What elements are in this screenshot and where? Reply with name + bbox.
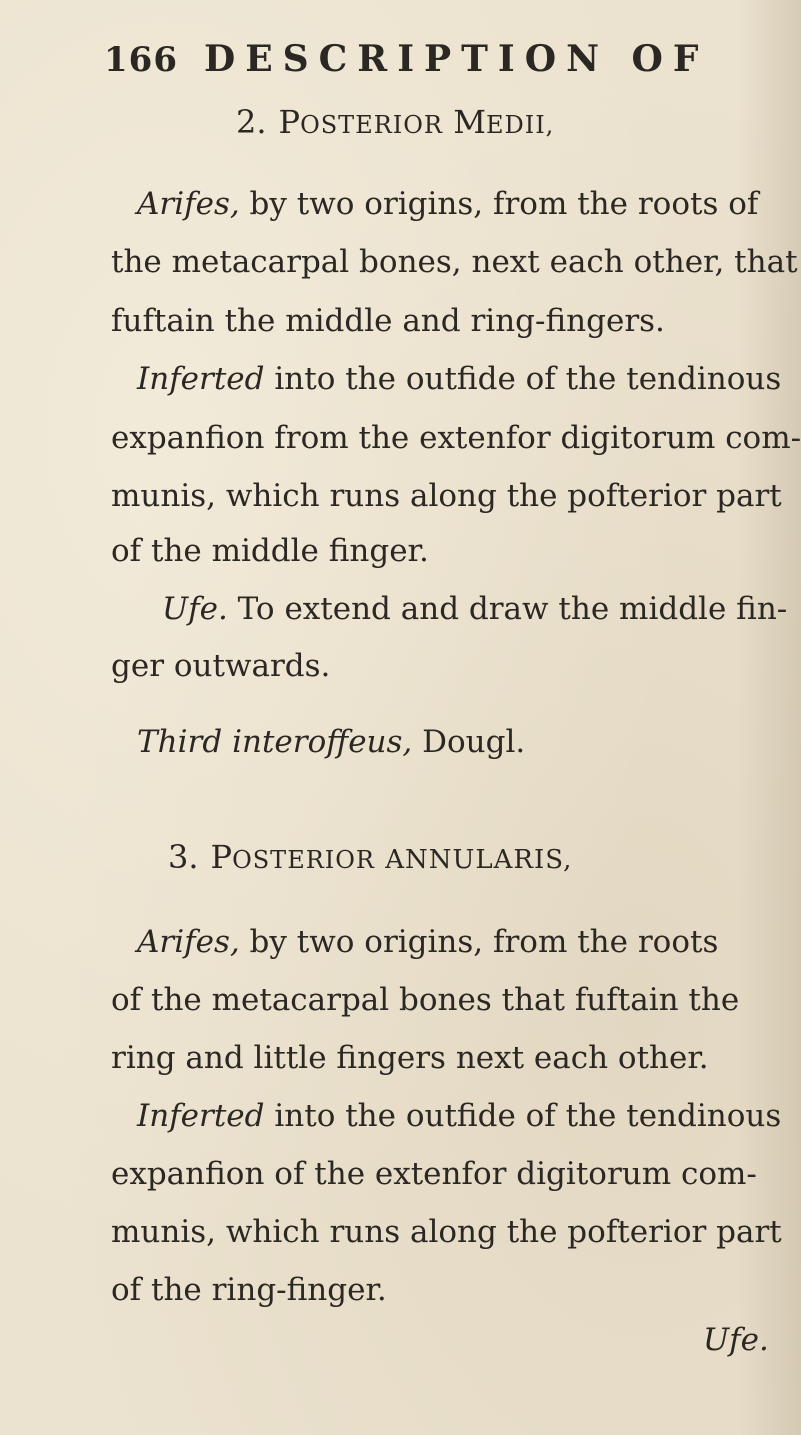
section-2-line-3-text: fuftain the middle and ring-fingers. [111, 303, 665, 339]
section-2-line-5-text: expanfion from the extenfor digitorum com- [111, 420, 801, 456]
section-3-title-word-2: ANNULARIS, [385, 845, 573, 875]
section-3-title-cap-1: P [210, 838, 233, 876]
section-3-line-6-text: munis, which runs along the pofterior part [111, 1214, 782, 1250]
running-head [104, 38, 708, 80]
section-2-line-5 [111, 418, 801, 458]
synonym-line [137, 724, 525, 760]
section-3-line-3 [111, 1038, 709, 1078]
running-title: DESCRIPTION OF [203, 38, 709, 80]
section-3-line-4-italic: Inferted [137, 1098, 265, 1134]
section-2-line-3 [111, 301, 665, 341]
section-3-title [168, 838, 572, 876]
section-2-line-2-text: the metacarpal bones, next each other, that [111, 244, 798, 280]
synonym-author: Dougl. [412, 724, 526, 760]
section-2-line-1 [137, 184, 758, 224]
section-2-number: 2. [236, 103, 267, 141]
section-2-title-word-1: OSTERIOR [300, 111, 444, 139]
section-3-line-2-text: of the metacarpal bones that fuftain the [111, 982, 740, 1018]
section-2-line-6-text: munis, which runs along the pofterior part [111, 478, 782, 514]
section-3-line-1-text: by two origins, from the roots [239, 924, 719, 960]
section-2-title [236, 103, 554, 141]
section-3-line-4-text: into the outfide of the tendinous [264, 1098, 782, 1134]
section-3-line-6 [111, 1212, 782, 1252]
section-2-title-word-2: EDII, [485, 111, 555, 139]
section-3-line-5 [111, 1154, 757, 1194]
section-2-line-1-text: by two origins, from the roots of [239, 186, 759, 222]
section-2-line-1-italic: Arifes, [137, 186, 240, 222]
section-2-title-cap-2: M [453, 103, 486, 141]
section-3-line-3-text: ring and little fingers next each other. [111, 1040, 709, 1076]
section-2-line-2 [111, 242, 798, 282]
section-3-line-7-text: of the ring-finger. [111, 1272, 387, 1308]
section-2-title-cap-1: P [278, 103, 301, 141]
section-2-line-6 [111, 476, 782, 516]
section-3-line-5-text: expanfion of the extenfor digitorum com- [111, 1156, 757, 1192]
section-3-line-1-italic: Arifes, [137, 924, 240, 960]
synonym-italic: Third interoffeus, [137, 724, 413, 760]
section-2-line-4-text: into the outfide of the tendinous [264, 361, 782, 397]
section-2-line-8-italic: Ufe. [162, 591, 228, 627]
section-2-line-7-text: of the middle finger. [111, 533, 429, 569]
section-2-line-9 [111, 646, 330, 686]
section-2-line-7 [111, 531, 429, 571]
section-2-line-4 [137, 359, 781, 399]
section-3-line-2 [111, 980, 739, 1020]
section-3-line-7 [111, 1270, 387, 1310]
section-2-line-8 [162, 589, 787, 629]
catchword: Ufe. [703, 1322, 769, 1358]
section-3-line-1 [137, 922, 718, 962]
section-3-title-word-1: OSTERIOR [232, 846, 376, 874]
page-number: 166 [104, 40, 178, 80]
section-2-line-9-text: ger outwards. [111, 648, 331, 684]
section-2-line-4-italic: Inferted [137, 361, 265, 397]
section-2-line-8-text: To extend and draw the middle fin- [227, 591, 788, 627]
section-3-number: 3. [168, 838, 199, 876]
section-3-line-4 [137, 1096, 781, 1136]
